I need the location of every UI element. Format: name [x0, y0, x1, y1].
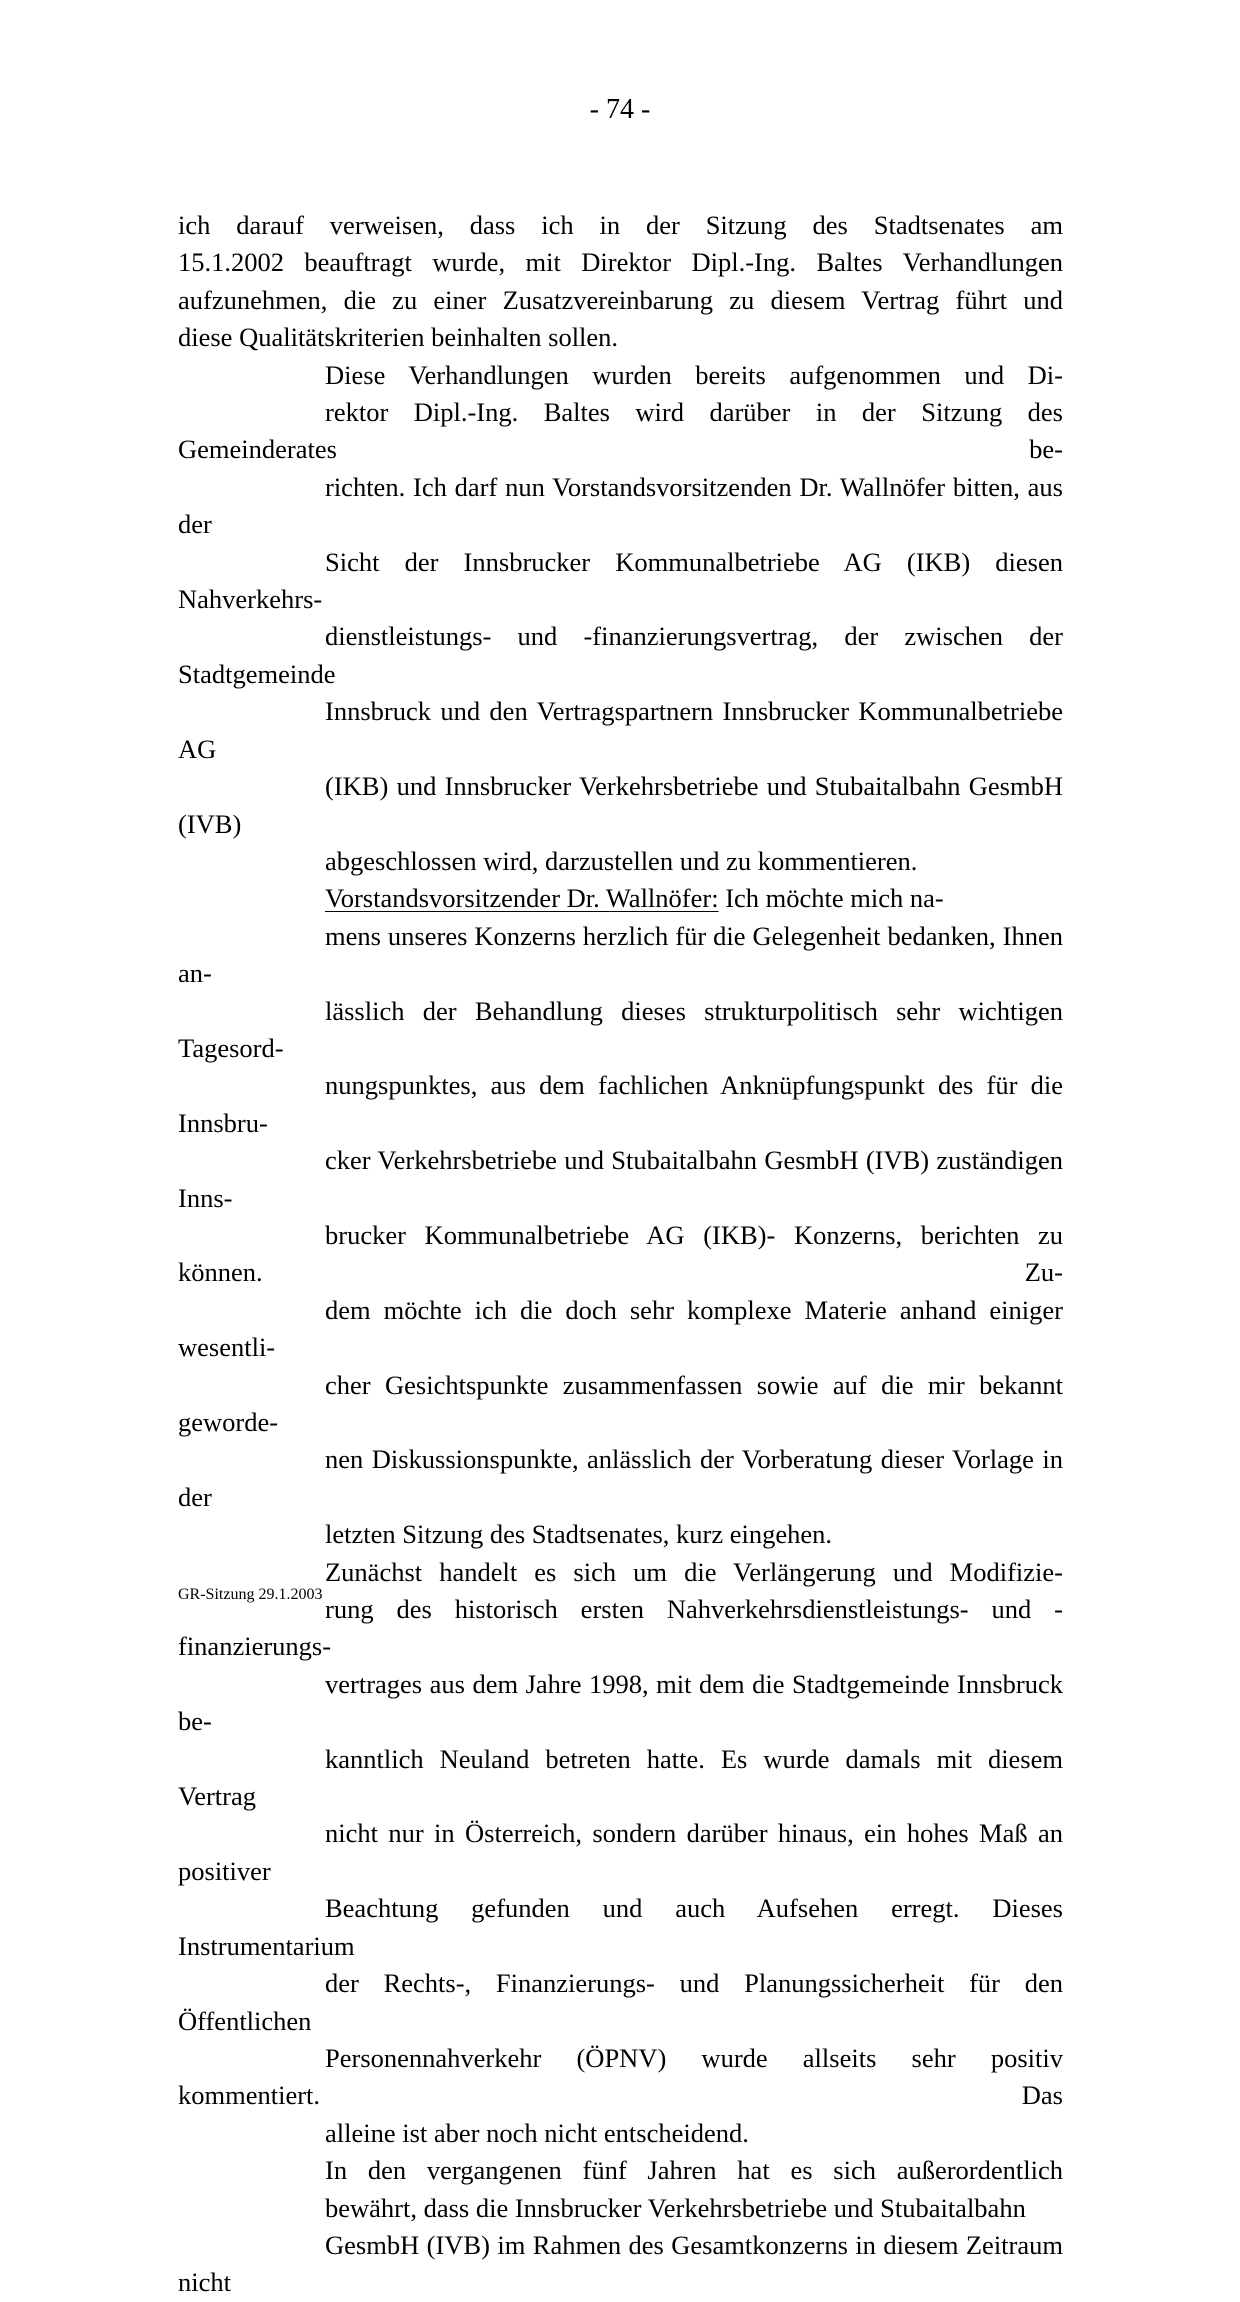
text-line: diese Qualitätskriterien beinhalten sollen. [178, 322, 619, 353]
text-line: rung des historisch ersten Nahverkehrsdienstleistungs- und -finanzierungs- [178, 1594, 1063, 1662]
text-line: In den vergangenen fünf Jahren hat es sich außerordentlich [325, 2155, 1063, 2186]
text-line: nicht nur in Österreich, sondern darüber hinaus, ein hohes Maß an positiver [178, 1818, 1063, 1886]
text-line: kanntlich Neuland betreten hatte. Es wurde damals mit diesem Vertrag [178, 1743, 1063, 1812]
paragraph-1 [178, 207, 1063, 357]
text-line: dem möchte ich die doch sehr komplexe Materie anhand einiger wesentli- [178, 1294, 1063, 1363]
text-line: cher Gesichtspunkte zusammenfassen sowie auf die mir bekannt geworde- [178, 1369, 1063, 1437]
page-number: - 74 - [589, 94, 651, 125]
paragraph-4 [178, 1554, 1063, 2153]
paragraph-2 [178, 357, 1063, 881]
text-line: aufzunehmen, die zu einer Zusatzvereinbarung zu diesem Vertrag führt und [178, 284, 1063, 315]
speaker-name: Vorstandsvorsitzender Dr. Wallnöfer: [325, 883, 719, 914]
paragraph-5 [178, 2152, 1063, 2302]
text-line: abgeschlossen wird, darzustellen und zu kommentieren. [325, 845, 918, 876]
text-line: richten. Ich darf nun Vorstandsvorsitzenden Dr. Wallnöfer bitten, aus der [178, 471, 1063, 540]
text-line: GesmbH (IVB) im Rahmen des Gesamtkonzerns in diesem Zeitraum nicht [178, 2229, 1063, 2298]
text-line: Innsbruck und den Vertragspartnern Innsbrucker Kommunalbetriebe AG [178, 696, 1063, 764]
text-line: der Rechts-, Finanzierungs- und Planungssicherheit für den Öffentlichen [178, 1968, 1063, 2036]
text-line: cker Verkehrsbetriebe und Stubaitalbahn GesmbH (IVB) zuständigen Inns- [178, 1145, 1063, 1213]
text-line: ich darauf verweisen, dass ich in der Sitzung des Stadtsenates am [178, 210, 1063, 240]
text-line: (IKB) und Innsbrucker Verkehrsbetriebe und Stubaitalbahn GesmbH (IVB) [178, 771, 1063, 839]
text-line: Beachtung gefunden und auch Aufsehen erregt. Dieses Instrumentarium [178, 1893, 1063, 1961]
text-line: lässlich der Behandlung dieses strukturpolitisch sehr wichtigen Tagesord- [178, 995, 1063, 1063]
text-line: Personennahverkehr (ÖPNV) wurde allseits sehr positiv kommentiert. Das [178, 2042, 1063, 2111]
text-line: mens unseres Konzerns herzlich für die Gelegenheit bedanken, Ihnen an- [178, 920, 1063, 989]
text-line: rektor Dipl.-Ing. Baltes wird darüber in der Sitzung des Gemeinderates be- [178, 397, 1063, 465]
text-line: Zunächst handelt es sich um die Verlängerung und Modifizie- [325, 1556, 1063, 1587]
text-line: bewährt, dass die Innsbrucker Verkehrsbetriebe und Stubaitalbahn [325, 2192, 1026, 2223]
text-line: letzten Sitzung des Stadtsenates, kurz eingehen. [325, 1519, 833, 1550]
text-line: dienstleistungs- und -finanzierungsvertrag, der zwischen der Stadtgemeinde [178, 621, 1063, 689]
text-line: nen Diskussionspunkte, anlässlich der Vorberatung dieser Vorlage in der [178, 1444, 1063, 1512]
body-text [178, 207, 1063, 2302]
text-line: vertrages aus dem Jahre 1998, mit dem die Stadtgemeinde Innsbruck be- [178, 1668, 1063, 1737]
text-line: 15.1.2002 beauftragt wurde, mit Direktor Dipl.-Ing. Baltes Verhandlungen [178, 247, 1063, 278]
text-line: nungspunktes, aus dem fachlichen Anknüpfungspunkt des für die Innsbru- [178, 1070, 1063, 1138]
paragraph-3 [178, 880, 1063, 1553]
speaker-line [178, 880, 1063, 917]
page-footer: GR-Sitzung 29.1.2003 [178, 1586, 323, 1603]
text-line: alleine ist aber noch nicht entscheidend. [325, 2117, 749, 2148]
speaker-line-rest: Ich möchte mich na- [718, 883, 944, 914]
text-line: Diese Verhandlungen wurden bereits aufgenommen und Di- [325, 359, 1063, 390]
text-line: brucker Kommunalbetriebe AG (IKB)- Konzerns, berichten zu können. Zu- [178, 1219, 1063, 1288]
text-line: Sicht der Innsbrucker Kommunalbetriebe AG (IKB) diesen Nahverkehrs- [178, 546, 1063, 615]
